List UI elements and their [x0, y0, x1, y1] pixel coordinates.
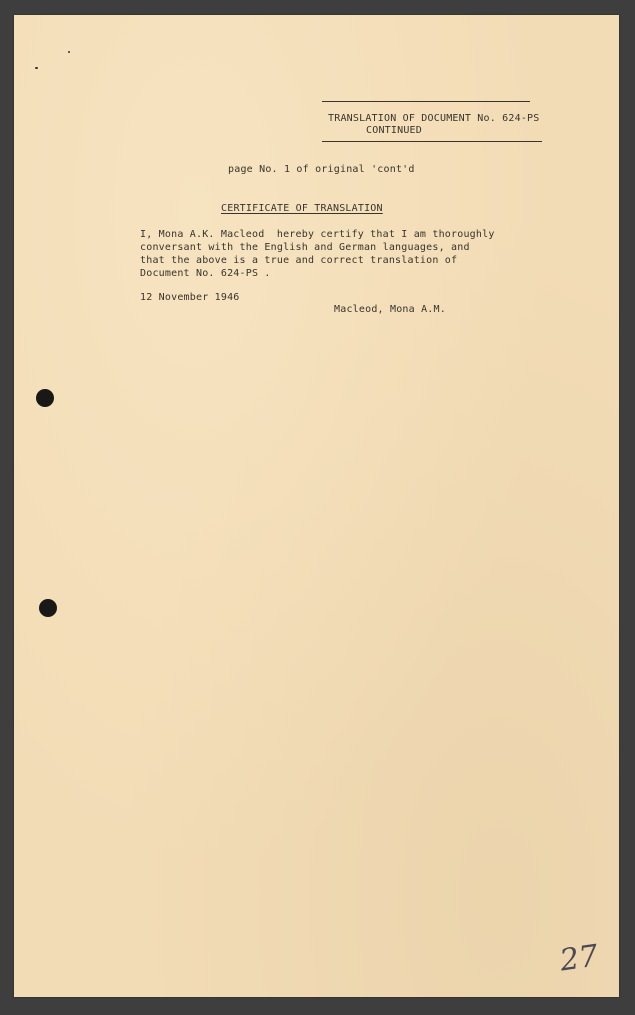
date: 12 November 1946 [140, 292, 240, 303]
header-bottom-rule [322, 141, 542, 142]
header-title: TRANSLATION OF DOCUMENT No. 624-PS [328, 113, 540, 124]
certificate-body-line: that the above is a true and correct translation of [140, 255, 458, 266]
certificate-title: CERTIFICATE OF TRANSLATION [221, 203, 383, 214]
ink-speck [68, 51, 70, 53]
handwritten-page-number: 27 [557, 938, 601, 979]
header-continued: CONTINUED [366, 125, 422, 136]
certificate-body-line: conversant with the English and German languages, and [140, 242, 470, 253]
signature: Macleod, Mona A.M. [334, 304, 446, 315]
header-top-rule [322, 101, 530, 102]
page-reference: page No. 1 of original 'cont'd [228, 164, 415, 175]
ink-speck [35, 67, 38, 69]
document-page [14, 15, 619, 997]
punch-hole [36, 389, 54, 407]
punch-hole [39, 599, 57, 617]
certificate-body-line: I, Mona A.K. Macleod hereby certify that I am thoroughly [140, 229, 495, 240]
certificate-body-line: Document No. 624-PS . [140, 268, 271, 279]
